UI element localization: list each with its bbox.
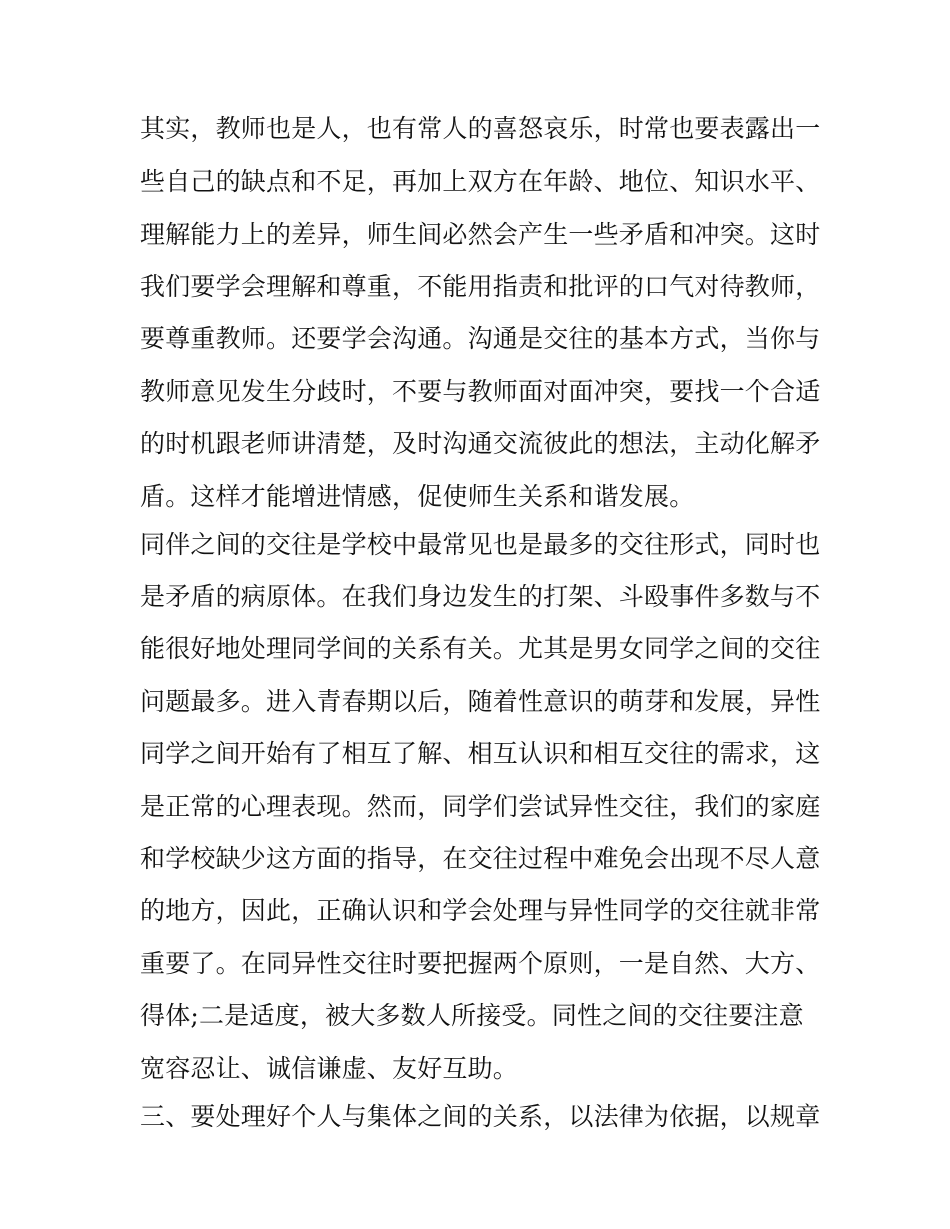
text-line: 理解能力上的差异，师生间必然会产生一些矛盾和冲突。这时 (140, 220, 821, 249)
text-line: 得体;二是适度，被大多数人所接受。同性之间的交往要注意 (140, 1001, 804, 1030)
text-line: 我们要学会理解和尊重，不能用指责和批评的口气对待教师， (140, 272, 821, 301)
text-line: 三、要处理好个人与集体之间的关系，以法律为依据，以规章 (140, 1102, 821, 1131)
text-line: 和学校缺少这方面的指导，在交往过程中难免会出现不尽人意 (140, 844, 821, 873)
text-line: 的时机跟老师讲清楚，及时沟通交流彼此的想法，主动化解矛 (140, 429, 821, 458)
text-line: 宽容忍让、诚信谦虚、友好互助。 (140, 1054, 519, 1083)
text-line: 能很好地处理同学间的关系有关。尤其是男女同学之间的交往 (140, 634, 821, 663)
text-line: 同学之间开始有了相互了解、相互认识和相互交往的需求，这 (140, 739, 821, 768)
text-line: 些自己的缺点和不足，再加上双方在年龄、地位、知识水平、 (140, 167, 821, 196)
text-line: 的地方，因此，正确认识和学会处理与异性同学的交往就非常 (140, 896, 821, 925)
text-line: 其实，教师也是人，也有常人的喜怒哀乐，时常也要表露出一 (140, 114, 821, 143)
text-line: 是矛盾的病原体。在我们身边发生的打架、斗殴事件多数与不 (140, 582, 821, 611)
text-line: 要尊重教师。还要学会沟通。沟通是交往的基本方式，当你与 (140, 324, 821, 353)
text-line: 盾。这样才能增进情感，促使师生关系和谐发展。 (140, 482, 695, 511)
text-line: 是正常的心理表现。然而，同学们尝试异性交往，我们的家庭 (140, 792, 821, 821)
text-line: 同伴之间的交往是学校中最常见也是最多的交往形式，同时也 (140, 530, 821, 559)
text-line: 重要了。在同异性交往时要把握两个原则，一是自然、大方、 (140, 949, 821, 978)
text-line: 教师意见发生分歧时，不要与教师面对面冲突，要找一个合适 (140, 377, 821, 406)
text-line: 问题最多。进入青春期以后，随着性意识的萌芽和发展，异性 (140, 687, 821, 716)
